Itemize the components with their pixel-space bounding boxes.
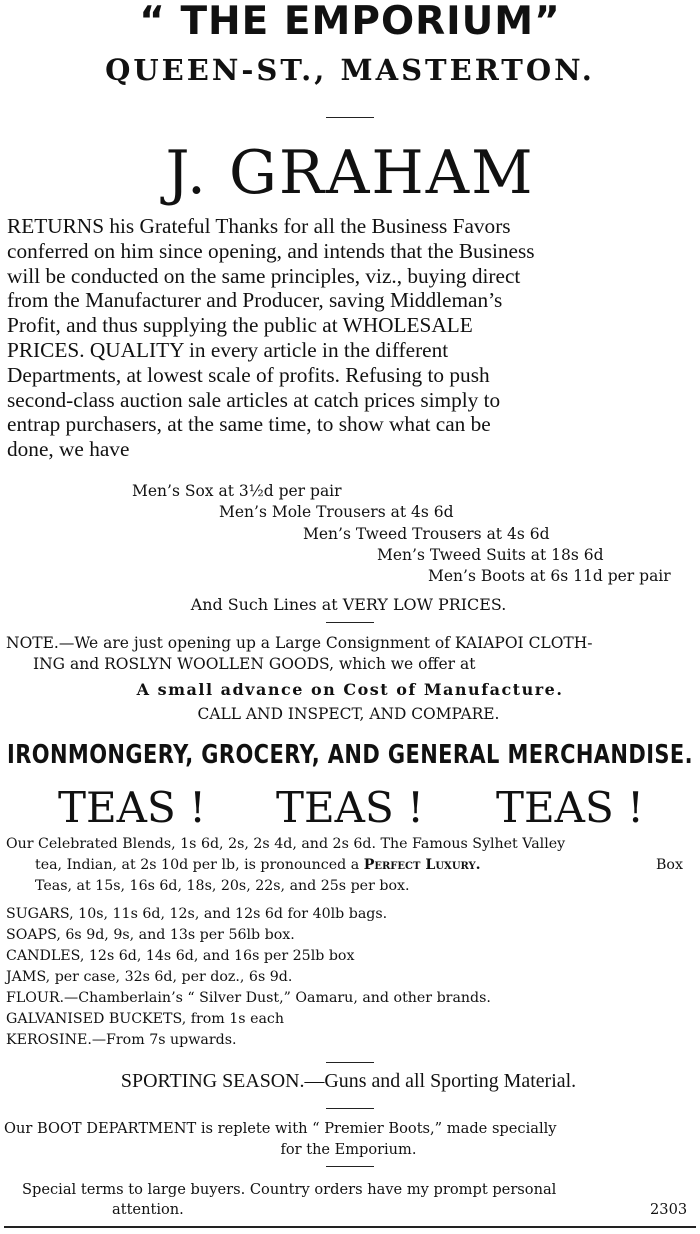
grocery-buckets: GALVANISED BUCKETS, from 1s each <box>6 1011 285 1027</box>
item-boots: Men’s Boots at 6s 11d per pair <box>428 567 671 585</box>
intro-line: second-class auction sale articles at catch prices simply to <box>7 387 501 412</box>
divider <box>326 1062 374 1063</box>
item-tweed-suits: Men’s Tweed Suits at 18s 6d <box>377 546 604 564</box>
item-mole-trousers: Men’s Mole Trousers at 4s 6d <box>219 503 454 521</box>
grocery-sugars: SUGARS, 10s, 11s 6d, 12s, and 12s 6d for 40lb bags. <box>6 906 388 922</box>
divider <box>326 1166 374 1167</box>
note-line-2: ING and ROSLYN WOOLLEN GOODS, which we offer at <box>33 655 476 673</box>
proprietor-name: J. GRAHAM <box>165 138 535 208</box>
tea-line-2 <box>35 855 481 875</box>
grocery-candles: CANDLES, 12s 6d, 14s 6d, and 16s per 25lb box <box>6 948 355 964</box>
merchandise-heading: IRONMONGERY, GROCERY, AND GENERAL MERCHANDISE. <box>7 740 694 770</box>
boot-line-1: Our BOOT DEPARTMENT is replete with “ Premier Boots,” made specially <box>4 1120 557 1137</box>
intro-line: PRICES. QUALITY in every article in the different <box>7 337 449 362</box>
intro-line: Departments, at lowest scale of profits. Refusing to push <box>7 362 490 387</box>
intro-line: Profit, and thus supplying the public at WHOLESALE <box>7 313 473 338</box>
grocery-kerosine: KEROSINE.—From 7s upwards. <box>6 1032 237 1048</box>
intro-line: from the Manufacturer and Producer, saving Middleman’s <box>7 288 503 313</box>
small-advance-line: A small advance on Cost of Manufacture. <box>136 680 564 699</box>
divider <box>326 622 374 623</box>
special-terms-line-2: attention. <box>112 1201 184 1218</box>
tea-perfect-luxury: Perfect Luxury. <box>363 857 481 873</box>
intro-line: done, we have <box>7 437 130 462</box>
teas-heading-2: TEAS ! <box>276 783 425 832</box>
boot-line-2: for the Emporium. <box>280 1141 417 1158</box>
teas-heading-1: TEAS ! <box>58 783 207 832</box>
call-inspect-line: CALL AND INSPECT, AND COMPARE. <box>197 705 500 723</box>
low-prices-line: And Such Lines at VERY LOW PRICES. <box>190 595 507 614</box>
tea-box-word: Box <box>656 857 683 873</box>
shop-address: QUEEN-ST., MASTERTON. <box>105 53 595 87</box>
teas-heading-3: TEAS ! <box>496 783 645 832</box>
tea-line-2-text: tea, Indian, at 2s 10d per lb, is pronounced a <box>35 857 360 873</box>
divider <box>326 117 374 118</box>
item-sox: Men’s Sox at 3½d per pair <box>132 482 342 500</box>
item-tweed-trousers: Men’s Tweed Trousers at 4s 6d <box>303 525 550 543</box>
bottom-rule <box>4 1226 696 1228</box>
grocery-jams: JAMS, per case, 32s 6d, per doz., 6s 9d. <box>6 969 293 985</box>
grocery-soaps: SOAPS, 6s 9d, 9s, and 13s per 56lb box. <box>6 927 295 943</box>
tea-line-3: Teas, at 15s, 16s 6d, 18s, 20s, 22s, and 25s per box. <box>35 878 410 894</box>
tea-line-1: Our Celebrated Blends, 1s 6d, 2s, 2s 4d, and 2s 6d. The Famous Sylhet Valley <box>6 836 566 852</box>
intro-line: RETURNS his Grateful Thanks for all the Business Favors <box>7 214 511 238</box>
ad-number: 2303 <box>650 1201 688 1218</box>
special-terms-line-1: Special terms to large buyers. Country orders have my prompt personal <box>22 1181 557 1198</box>
sporting-line: SPORTING SEASON.—Guns and all Sporting Material. <box>120 1070 577 1092</box>
note-line-1: NOTE.—We are just opening up a Large Consignment of KAIAPOI CLOTH- <box>6 634 593 652</box>
grocery-flour: FLOUR.—Chamberlain’s “ Silver Dust,” Oamaru, and other brands. <box>6 990 491 1006</box>
intro-line: will be conducted on the same principles, viz., buying direct <box>7 263 521 288</box>
shop-name: “ THE EMPORIUM” <box>139 0 561 44</box>
intro-line: entrap purchasers, at the same time, to show what can be <box>7 412 491 437</box>
divider <box>326 1108 374 1109</box>
intro-line: conferred on him since opening, and intends that the Business <box>7 238 535 263</box>
intro-paragraph <box>7 214 695 462</box>
